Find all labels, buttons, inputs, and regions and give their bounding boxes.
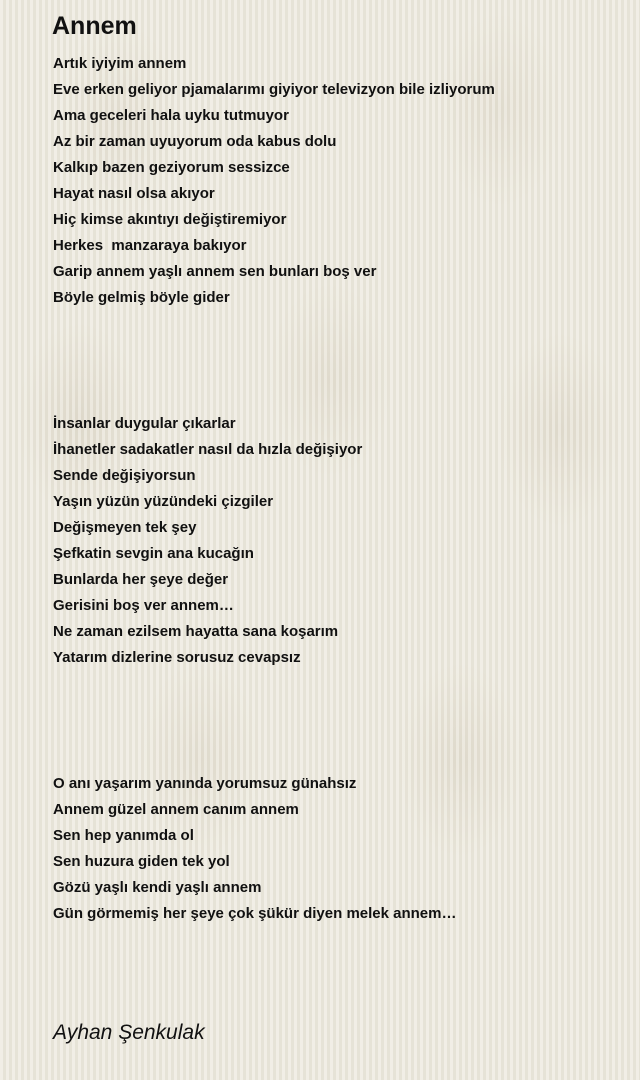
poem-line: Böyle gelmiş böyle gider [53, 289, 230, 306]
poem-line: O anı yaşarım yanında yorumsuz günahsız [53, 775, 357, 792]
stanza-2 [53, 411, 362, 671]
poem-line: İnsanlar duygular çıkarlar [53, 415, 236, 432]
poem-line: Değişmeyen tek şey [53, 519, 197, 536]
poem-line: Annem güzel annem canım annem [53, 801, 299, 818]
poem-line: Yaşın yüzün yüzündeki çizgiler [53, 493, 274, 510]
poem-line: Artık iyiyim annem [53, 55, 187, 72]
poem-line: Sen hep yanımda ol [53, 827, 194, 844]
poem-line: Az bir zaman uyuyorum oda kabus dolu [53, 133, 337, 150]
poem-line: Gerisini boş ver annem… [53, 597, 234, 614]
poem-line: Herkes manzaraya bakıyor [53, 237, 247, 254]
poem-line: Yatarım dizlerine sorusuz cevapsız [53, 649, 301, 666]
poem-line: Hiç kimse akıntıyı değiştiremiyor [53, 211, 287, 228]
stanza-1 [53, 51, 495, 311]
poem-line: Garip annem yaşlı annem sen bunları boş ver [53, 263, 377, 280]
poem-line: İhanetler sadakatler nasıl da hızla değişiyor [53, 441, 363, 458]
poem-author: Ayhan Şenkulak [53, 1021, 205, 1044]
poem-line: Kalkıp bazen geziyorum sessizce [53, 159, 290, 176]
poem-line: Hayat nasıl olsa akıyor [53, 185, 215, 202]
stanza-3 [53, 771, 456, 927]
poem-title: Annem [52, 12, 137, 40]
poem-line: Ne zaman ezilsem hayatta sana koşarım [53, 623, 339, 640]
poem-line: Gün görmemiş her şeye çok şükür diyen melek annem… [53, 905, 457, 922]
poem-line: Ama geceleri hala uyku tutmuyor [53, 107, 289, 124]
poem-line: Sen huzura giden tek yol [53, 853, 230, 870]
poem-line: Gözü yaşlı kendi yaşlı annem [53, 879, 262, 896]
poem-line: Eve erken geliyor pjamalarımı giyiyor televizyon bile izliyorum [53, 81, 495, 98]
poem-line: Sende değişiyorsun [53, 467, 196, 484]
poem-line: Şefkatin sevgin ana kucağın [53, 545, 254, 562]
poem-line: Bunlarda her şeye değer [53, 571, 229, 588]
